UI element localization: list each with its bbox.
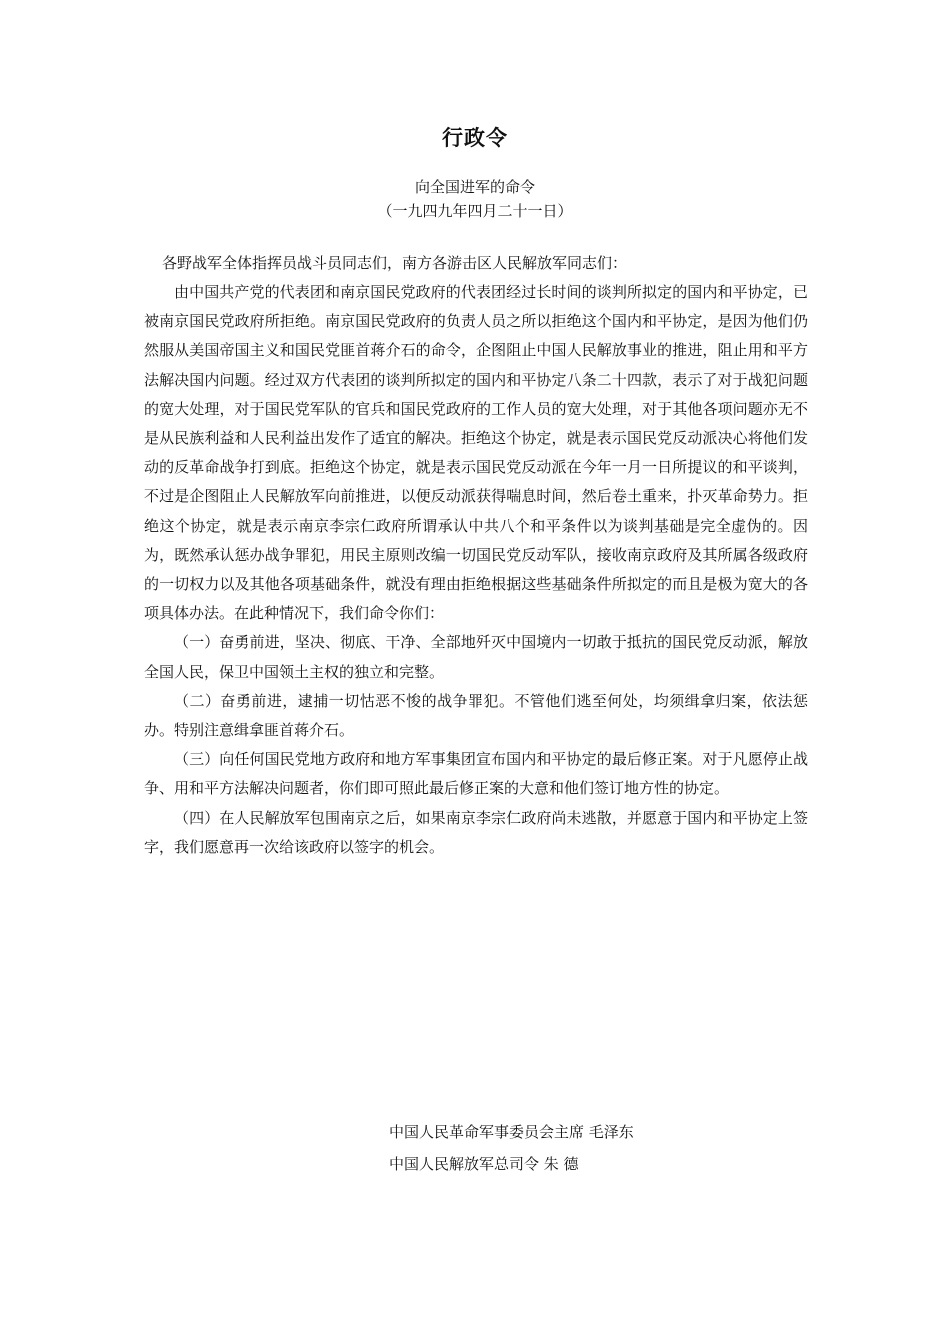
document-subtitle: 向全国进军的命令: [414, 178, 535, 196]
paragraph-order-1: （一）奋勇前进，坚决、彻底、干净、全部地歼灭中国境内一切敢于抵抗的国民党反动派，解放全国人民，保卫中国领土主权的独立和完整。: [144, 633, 808, 681]
signature-commander: 中国人民解放军总司令 朱 德: [389, 1155, 579, 1173]
document-title: 行政令: [442, 126, 508, 150]
document-date: （一九四九年四月二十一日）: [377, 202, 573, 220]
salutation: 各野战军全体指挥员战斗员同志们，南方各游击区人民解放军同志们：: [162, 254, 628, 272]
document-body: [144, 248, 808, 862]
signature-block: [389, 1116, 809, 1180]
paragraph-order-3: （三）向任何国民党地方政府和地方军事集团宣布国内和平协定的最后修正案。对于凡愿停止战争、用和平方法解决问题者，你们即可照此最后修正案的大意和他们签订地方性的协定。: [144, 750, 808, 798]
signature-chairman: 中国人民革命军事委员会主席 毛泽东: [389, 1123, 634, 1141]
paragraph-order-2: （二）奋勇前进，逮捕一切怙恶不悛的战争罪犯。不管他们逃至何处，均须缉拿归案，依法惩办。特别注意缉拿匪首蒋介石。: [144, 691, 808, 740]
paragraph-order-4: （四）在人民解放军包围南京之后，如果南京李宗仁政府尚未逃散，并愿意于国内和平协定上签字，我们愿意再一次给该政府以签字的机会。: [144, 808, 808, 856]
paragraph-intro: 由中国共产党的代表团和南京国民党政府的代表团经过长时间的谈判所拟定的国内和平协定，已被南京国民党政府所拒绝。南京国民党政府的负责人员之所以拒绝这个国内和平协定，是因为他们仍然服从美国帝国主义和国民党匪首蒋介石的命令，企图阻止中国人民解放事业的推进，阻止用和平方法解决国内问题。经过双方代表团的谈判所拟定的国内和平协定八条二十四款，表示了对于战犯问题的宽大处理，对于国民党军队的官兵和国民党政府的工作人员的宽大处理，对于其他各项问题亦无不是从民族利益和人民利益出发作了适宜的解决。拒绝这个协定，就是表示国民党反动派决心将他们发动的反革命战争打到底。拒绝这个协定，就是表示国民党反动派在今年一月一日所提议的和平谈判，不过是企图阻止人民解放军向前推进，以便反动派获得喘息时间，然后卷土重来，扑灭革命势力。拒绝这个协定，就是表示南京李宗仁政府所谓承认中共八个和平条件以为谈判基础是完全虚伪的。因为，既然承认惩办战争罪犯，用民主原则改编一切国民党反动军队，接收南京政府及其所属各级政府的一切权力以及其他各项基础条件，就没有理由拒绝根据这些基础条件所拟定的而且是极为宽大的各项具体办法。在此种情况下，我们命令你们：: [144, 283, 808, 623]
